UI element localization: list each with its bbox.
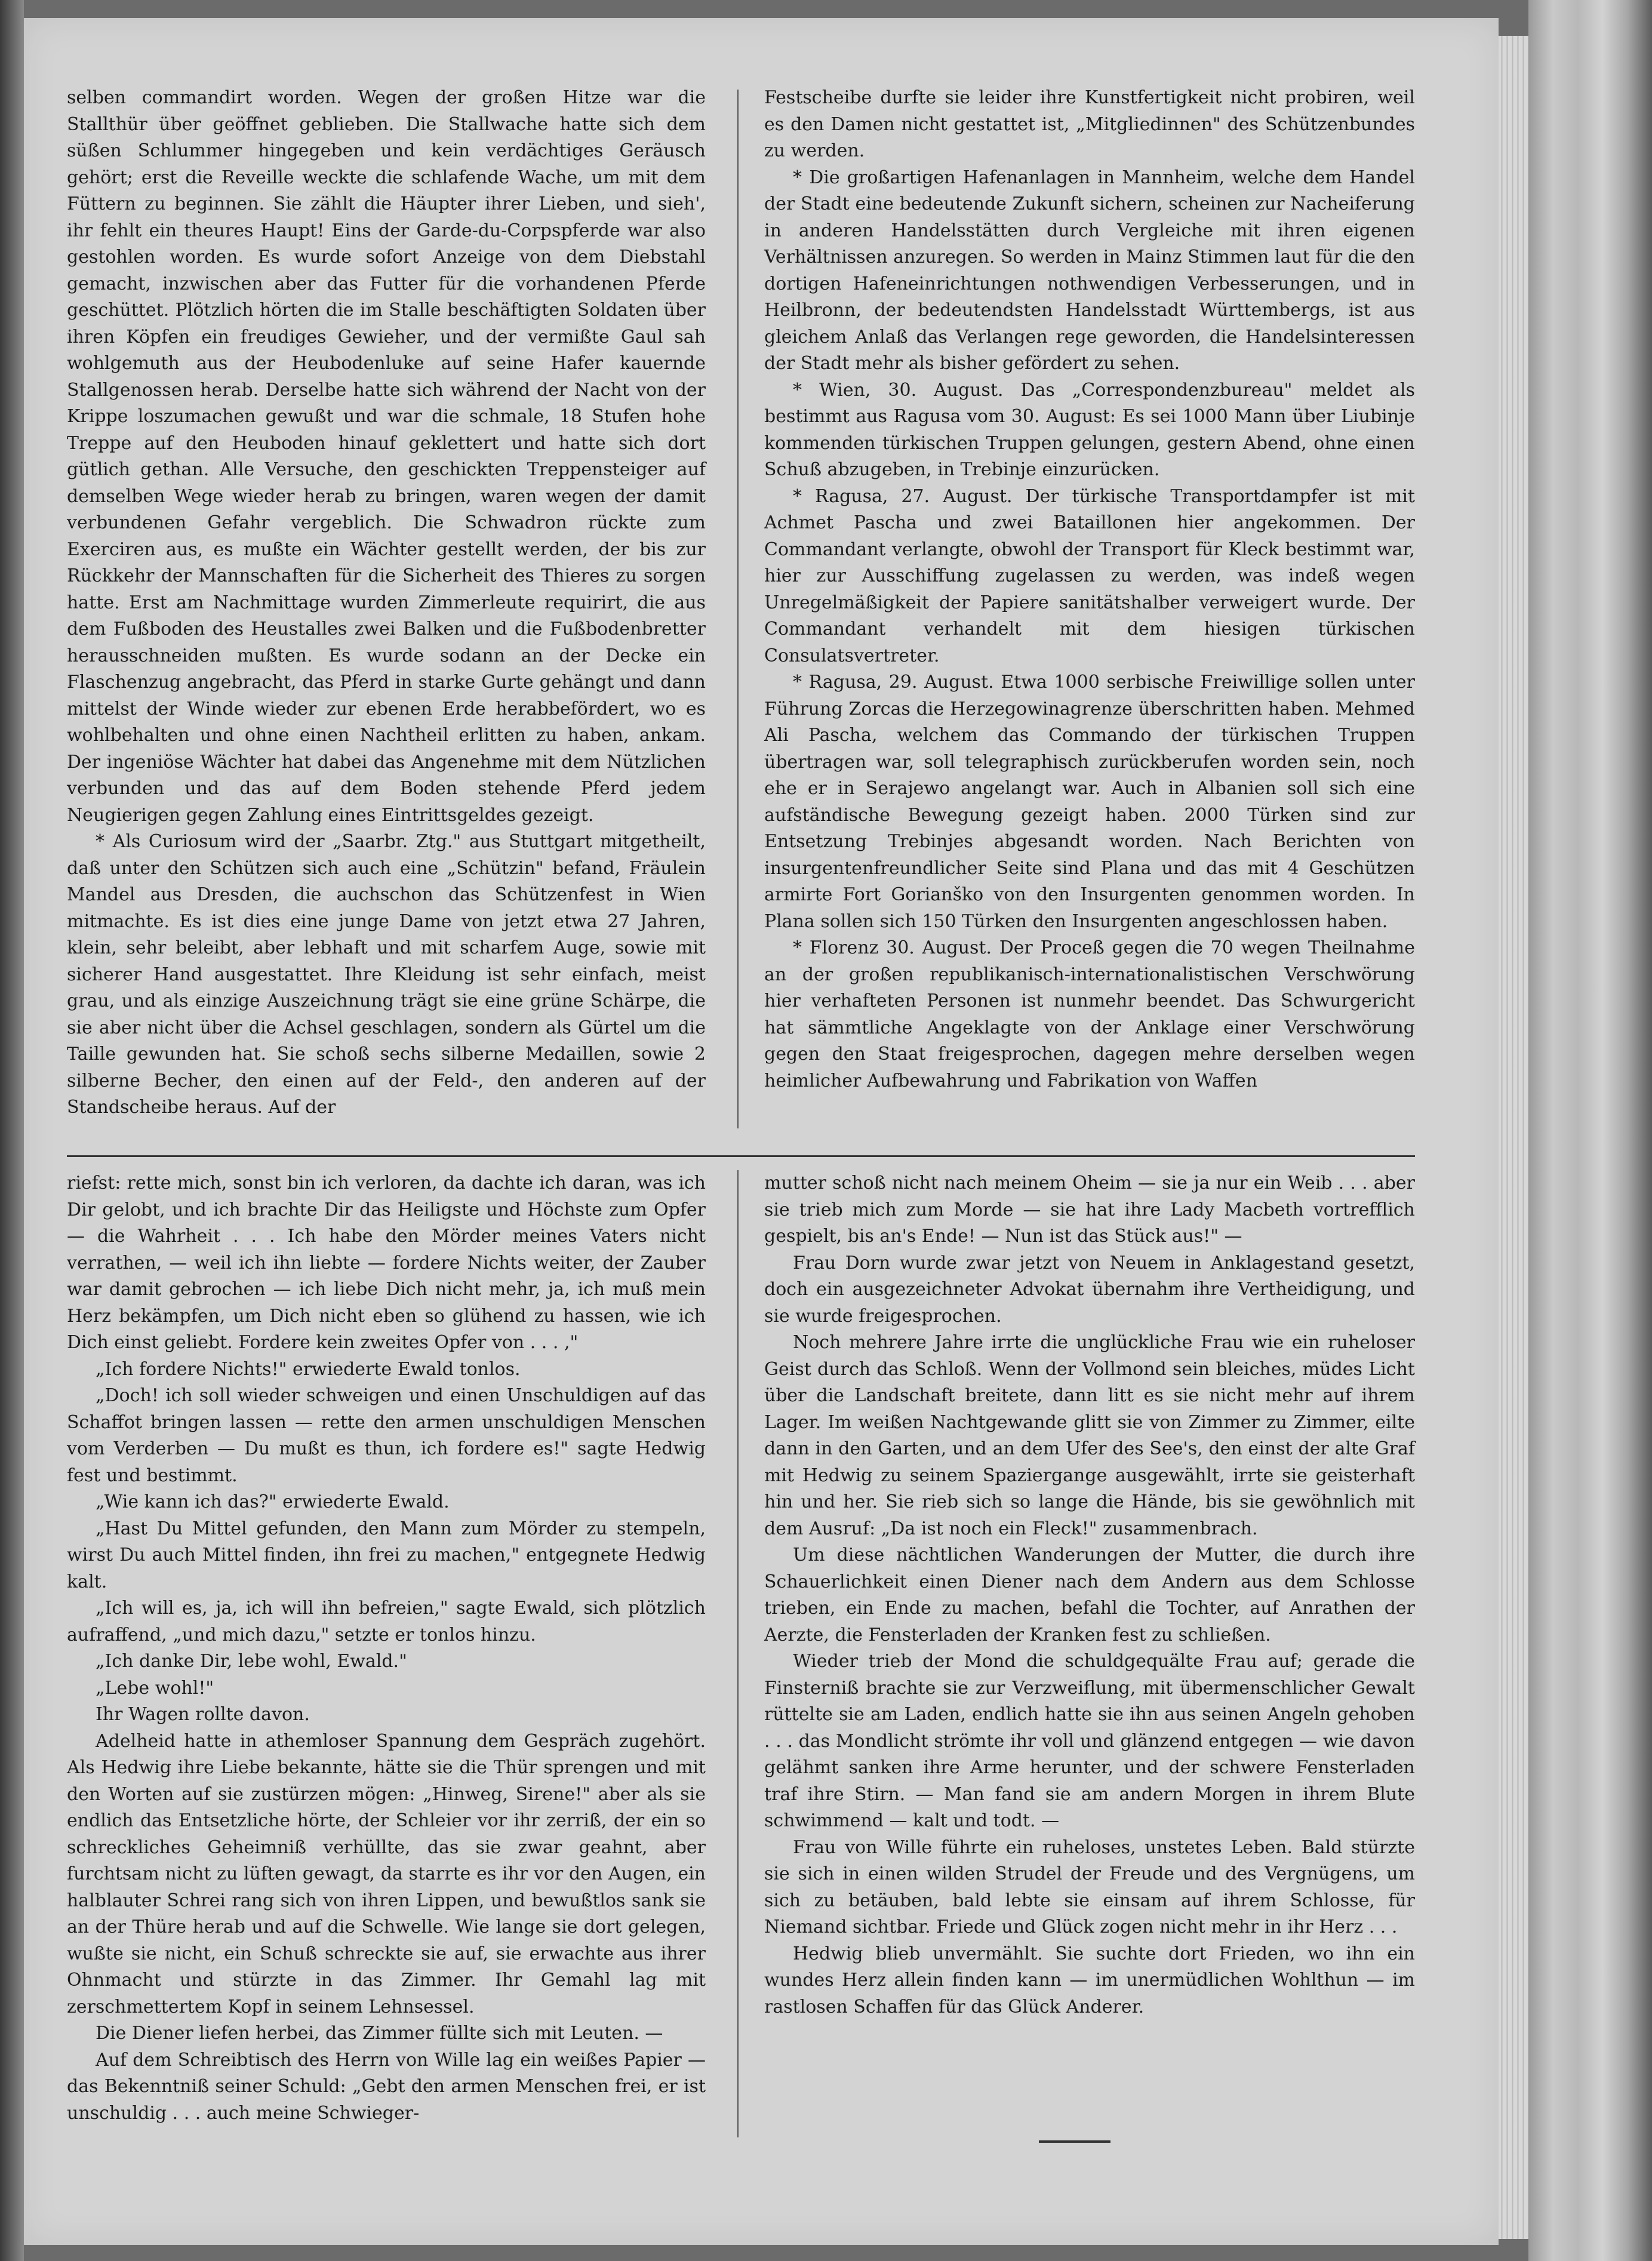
newspaper-page — [24, 18, 1499, 2245]
article-schuetzin: * Als Curiosum wird der „Saarbr. Ztg." aus Stuttgart mitgetheilt, daß unter den Schützen sich auch eine „Schützin" befand, Fräulein Mandel aus Dresden, die auchschon das Schützenfest in Wien mitmachte. Es ist dies eine junge Dame von jetzt etwa 27 Jahren, klein, sehr beleibt, aber lebhaft und mit scharfem Auge, sowie mit sicherer Hand ausgestattet. Ihre Kleidung ist sehr einfach, meist grau, und als einzige Auszeichnung trägt sie eine grüne Schärpe, die sie aber nicht über die Achsel geschlagen, sondern als Gürtel um die Taille gewunden hat. Sie schoß sechs silberne Medaillen, sowie 2 silberne Becher, den einen auf der Feld-, den anderen auf der Standscheibe heraus. Auf der — [67, 831, 706, 1118]
article-schuetzin-continued: Festscheibe durfte sie leider ihre Kunstfertigkeit nicht probiren, weil es den Damen nicht gestattet ist, „Mitgliedinnen" des Schützenbundes zu werden. — [764, 87, 1415, 161]
article-ragusa-29: * Ragusa, 29. August. Etwa 1000 serbische Freiwillige sollen unter Führung Zorcas die Herzegowinagrenze überschritten haben. Mehmed Ali Pascha, welchem das Commando der türkischen Truppen übertragen war, soll telegraphisch zurückberufen worden sein, noch ehe er in Serajewo angelangt war. Auch in Albanien soll sich eine aufständische Bewegung gezeigt haben. 2000 Türken sind zur Entsetzung Trebinjes abgesandt worden. Nach Berichten von insurgentenfreundlicher Seite sind Plana und das mit 4 Geschützen armirte Fort Gorianško von den Insurgenten genommen worden. In Plana sollen sich 150 Türken den Insurgenten angeschlossen haben. — [764, 672, 1415, 932]
story-paragraph: Wieder trieb der Mond die schuldgequälte Frau auf; gerade die Finsterniß brachte sie zur Verzweiflung, mit übermenschlicher Gewalt rüttelte sie am Laden, endlich hatte sie ihn aus seinen Angeln gehoben . . . das Mondlicht strömte ihr voll und glänzend entgegen — wie davon gelähmt sanken ihre Arme herunter, und der schwere Fensterladen traf ihre Stirn. — Man fand sie am andern Morgen in ihrem Blute schwimmend — kalt und todt. — — [764, 1651, 1415, 1831]
story-paragraph: „Ich fordere Nichts!" erwiederte Ewald tonlos. — [96, 1358, 521, 1380]
story-paragraph: „Wie kann ich das?" erwiederte Ewald. — [96, 1491, 450, 1512]
article-wien: * Wien, 30. August. Das „Correspondenzbureau" meldet als bestimmt aus Ragusa vom 30. August: Es sei 1000 Mann über Liubinje kommenden türkischen Truppen gelungen, gestern Abend, ohne einen Schuß abzugeben, in Trebinje einzurücken. — [764, 379, 1415, 480]
article-ragusa-27: * Ragusa, 27. August. Der türkische Transportdampfer ist mit Achmet Pascha und zwei Bataillonen hier angekommen. Der Commandant verlangte, obwohl der Transport für Kleck bestimmt war, hier zur Ausschiffung zugelassen zu werden, was indeß wegen Unregelmäßigkeit der Papiere sanitätshalber verweigert wurde. Der Commandant verhandelt mit dem hiesigen türkischen Consulatsvertreter. — [764, 485, 1415, 666]
story-paragraph: Frau von Wille führte ein ruheloses, unstetes Leben. Bald stürzte sie sich in einen wilden Strudel der Freude und des Vergnügens, um sich zu betäuben, bald lebte sie einsam auf ihrem Schlosse, für Niemand sichtbar. Friede und Glück zogen nicht mehr in ihr Herz . . . — [764, 1837, 1415, 1937]
story-paragraph: Noch mehrere Jahre irrte die unglückliche Frau wie ein ruheloser Geist durch das Schloß. Wenn der Vollmond sein bleiches, müdes Licht über die Landschaft breitete, dann litt es sie nicht mehr auf ihrem Lager. Im weißen Nachtgewande glitt sie von Zimmer zu Zimmer, eilte dann in den Garten, und an dem Ufer des See's, den einst der alte Graf mit Hedwig zu seinem Spaziergange ausgewählt, irrte sie geisterhaft hin und her. Sie rieb sich so lange die Hände, bis sie gewöhnlich mit dem Ausruf: „Da ist noch ein Fleck!" zusammenbrach. — [764, 1332, 1415, 1539]
bottom-left-column — [67, 1170, 706, 2127]
top-left-column — [67, 85, 706, 1121]
feuilleton-divider — [67, 1155, 1415, 1157]
scan-right-edge — [1528, 0, 1652, 2261]
story-paragraph: riefst: rette mich, sonst bin ich verloren, da dachte ich daran, was ich Dir gelobt, und ich brachte Dir das Heiligste und Höchste zum Opfer — die Wahrheit . . . Ich habe den Mörder meines Vaters nicht verrathen, — weil ich ihn liebte — fordere Nichts weiter, der Zauber war damit gebrochen — ich liebe Dich nicht mehr, ja, ich muß mein Herz bekämpfen, um Dich nicht eben so glühend zu hassen, wie ich Dich einst geliebt. Fordere kein zweites Opfer von . . . ," — [67, 1173, 706, 1353]
story-paragraph: Adelheid hatte in athemloser Spannung dem Gespräch zugehört. Als Hedwig ihre Liebe bekannte, hätte sie die Thür sprengen und mit den Worten auf sie zustürzen mögen: „Hinweg, Sirene!" aber als sie endlich das Entsetzliche hörte, der Schleier vor ihr zerriß, der ein so schreckliches Geheimniß verhüllte, das sie zwar geahnt, aber furchtsam nicht zu lüften gewagt, da starrte es ihr vor den Augen, ein halblauter Schrei rang sich von ihren Lippen, und bewußtlos sank sie an der Thüre herab und auf die Schwelle. Wie lange sie dort gelegen, wußte sie nicht, ein Schuß schreckte sie auf, sie erwachte aus ihrer Ohnmacht und stürzte in das Zimmer. Ihr Gemahl lag mit zerschmettertem Kopf in seinem Lehnsessel. — [67, 1730, 706, 2017]
story-paragraph: „Ich will es, ja, ich will ihn befreien," sagte Ewald, sich plötzlich aufraffend, „und mich dazu," setzte er tonlos hinzu. — [67, 1598, 706, 1645]
story-paragraph: „Lebe wohl!" — [96, 1677, 214, 1699]
column-divider-top — [737, 90, 739, 1128]
story-paragraph: Auf dem Schreibtisch des Herrn von Wille lag ein weißes Papier — das Bekenntniß seiner Schuld: „Gebt den armen Menschen frei, er ist unschuldig . . . auch meine Schwieger- — [67, 2049, 706, 2124]
story-paragraph: Ihr Wagen rollte davon. — [96, 1704, 310, 1725]
end-of-story-rule — [1039, 2140, 1110, 2143]
column-divider-bottom — [737, 1170, 739, 2137]
story-paragraph: Die Diener liefen herbei, das Zimmer füllte sich mit Leuten. — — [96, 2023, 663, 2044]
article-mannheim-harbour: * Die großartigen Hafenanlagen in Mannheim, welche dem Handel der Stadt eine bedeutende Zukunft sichern, scheinen zur Nacheiferung in anderen Handelsstätten durch Vergleiche mit ihren eigenen Verhältnissen anzuregen. So werden in Mainz Stimmen laut für die den dortigen Hafeneinrichtungen nothwendigen Verbesserungen, und in Heilbronn, der bedeutendsten Handelsstadt Württembergs, ist aus gleichem Anlaß das Verlangen rege geworden, die Handelsinteressen der Stadt mehr als bisher gefördert zu sehen. — [764, 167, 1415, 374]
story-paragraph: mutter schoß nicht nach meinem Oheim — sie ja nur ein Weib . . . aber sie trieb mich zum Morde — sie hat ihre Lady Macbeth vortrefflich gespielt, bis an's Ende! — Nun ist das Stück aus!" — — [764, 1173, 1415, 1247]
story-paragraph: „Ich danke Dir, lebe wohl, Ewald." — [96, 1651, 407, 1672]
story-paragraph: „Hast Du Mittel gefunden, den Mann zum Mörder zu stempeln, wirst Du auch Mittel finden, ihn frei zu machen," entgegnete Hedwig kalt. — [67, 1518, 706, 1592]
article-florenz: * Florenz 30. August. Der Proceß gegen die 70 wegen Theilnahme an der großen republikanisch-internationalistischen Verschwörung hier verhafteten Personen ist nunmehr beendet. Das Schwurgericht hat sämmtliche Angeklagte von der Anklage einer Verschwörung gegen den Staat freigesprochen, dagegen mehre derselben wegen heimlicher Aufbewahrung und Fabrikation von Waffen — [764, 937, 1415, 1091]
story-paragraph: Frau Dorn wurde zwar jetzt von Neuem in Anklagestand gesetzt, doch ein ausgezeichneter Advokat übernahm ihre Vertheidigung, und sie wurde freigesprochen. — [764, 1252, 1415, 1327]
story-paragraph: Um diese nächtlichen Wanderungen der Mutter, die durch ihre Schauerlichkeit einen Diener nach dem Andern aus dem Schlosse trieben, ein Ende zu machen, befahl die Tochter, auf Anrathen der Aerzte, die Fensterladen der Kranken fest zu schließen. — [764, 1545, 1415, 1645]
scan-left-edge — [0, 0, 24, 2261]
story-paragraph: „Doch! ich soll wieder schweigen und einen Unschuldigen auf das Schaffot bringen lassen — rette den armen unschuldigen Menschen vom Verderben — Du mußt es thun, ich fordere es!" sagte Hedwig fest und bestimmt. — [67, 1385, 706, 1486]
story-paragraph: Hedwig blieb unvermählt. Sie suchte dort Frieden, wo ihn ein wundes Herz allein finden kann — im unermüdlichen Wohlthun — im rastlosen Schaffen für das Glück Anderer. — [764, 1943, 1415, 2017]
top-right-column — [764, 85, 1415, 1094]
bottom-right-column — [764, 1170, 1415, 2020]
article-stable-horse: selben commandirt worden. Wegen der großen Hitze war die Stallthür über geöffnet geblieben. Die Stallwache hatte sich dem süßen Schlummer hingegeben und kein verdächtiges Geräusch gehört; erst die Reveille weckte die schlafende Wache, um mit dem Füttern zu beginnen. Sie zählt die Häupter ihrer Lieben, und sieh', ihr fehlt ein theures Haupt! Eins der Garde-du-Corpspferde war also gestohlen worden. Es wurde sofort Anzeige von dem Diebstahl gemacht, inzwischen aber das Futter für die vorhandenen Pferde geschüttet. Plötzlich hörten die im Stalle beschäftigten Soldaten über ihren Köpfen ein freudiges Gewieher, und der vermißte Gaul sah wohlgemuth aus der Heubodenluke auf seine Hafer kauernde Stallgenossen herab. Derselbe hatte sich während der Nacht von der Krippe loszumachen gewußt und war die schmale, 18 Stufen hohe Treppe auf den Heuboden hinauf geklettert und hatte sich dort gütlich gethan. Alle Versuche, den geschickten Treppensteiger auf demselben Wege wieder herab zu bringen, waren wegen der damit verbundenen Gefahr vergeblich. Die Schwadron rückte zum Exerciren aus, es mußte ein Wächter gestellt werden, der bis zur Rückkehr der Mannschaften für die Sicherheit des Thieres zu sorgen hatte. Erst am Nachmittage wurden Zimmerleute requirirt, die aus dem Fußboden des Heustalles zwei Balken und die Fußbodenbretter herausschneiden mußten. Es wurde sodann an der Decke ein Flaschenzug angebracht, das Pferd in starke Gurte gehängt und dann mittelst der Winde wieder zur ebenen Erde herabbefördert, wo es wohlbehalten und ohne einen Nachtheil erlitten zu haben, ankam. Der ingeniöse Wächter hat dabei das Angenehme mit dem Nützlichen verbunden und das auf dem Boden stehende Pferd jedem Neugierigen gegen Zahlung eines Eintrittsgeldes gezeigt. — [67, 87, 706, 826]
